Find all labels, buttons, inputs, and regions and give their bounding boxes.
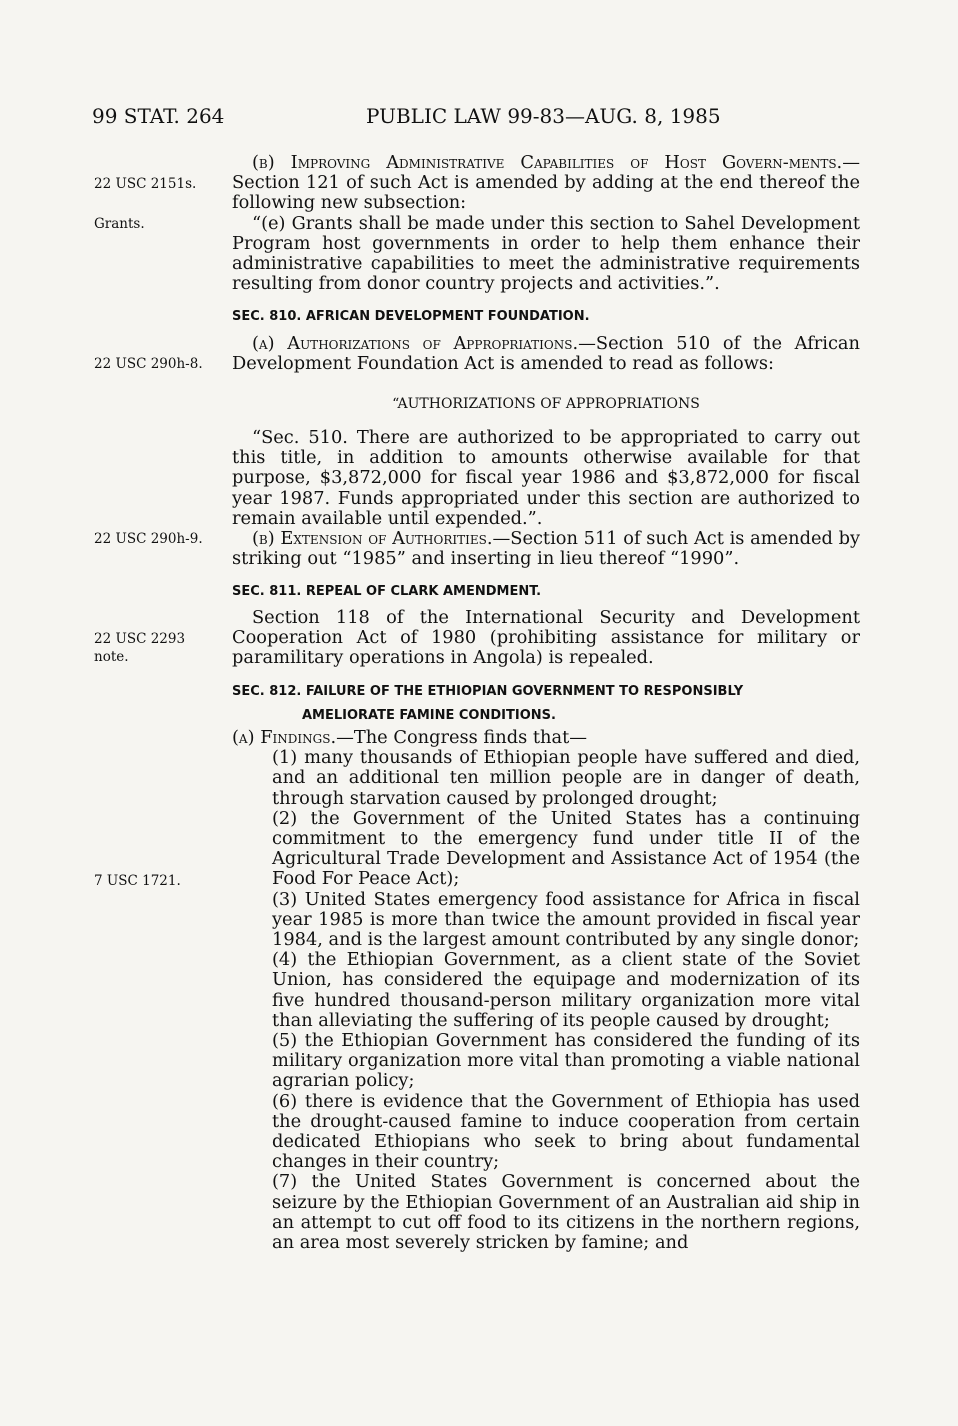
finding-5: (5) the Ethiopian Government has considered the funding of its military organization more vital than promoting a viable national agrarian policy;: [272, 1030, 860, 1092]
findings-heading: (a) Findings.: [232, 727, 337, 748]
finding-1: (1) many thousands of Ethiopian people have suffered and died, and an additional ten million people are in danger of death, through starvation caused by prolonged drought;: [272, 747, 860, 809]
statute-page-number: 99 STAT. 264: [92, 104, 225, 128]
margin-note-usc-290h-9: 22 USC 290h-9.: [94, 531, 203, 547]
finding-3: (3) United States emergency food assistance for Africa in fiscal year 1985 is more than twice the amount provided in fiscal year 1984, and is the largest amount contributed by any single donor;: [272, 888, 860, 951]
finding-2: (2) the Government of the United States has a continuing commitment to the emergency fund under title II of the Agricultural Trade Development and Assistance Act of 1954 (the Food For Peace Act);: [272, 807, 860, 890]
authorizations-heading-block: [232, 394, 860, 414]
subsection-heading: (b) Improving Administrative Capabilities of Host Govern-ments.: [252, 152, 843, 173]
section-811-text: Section 118 of the International Security and Development Cooperation Act of 1980 (prohibiting assistance for military or paramilitary operations in Angola) is repealed.: [232, 607, 860, 669]
section-810: [232, 307, 860, 327]
margin-note-usc-2151s: 22 USC 2151s.: [94, 176, 197, 192]
section-510-text-block: [232, 428, 860, 569]
margin-note-note: note.: [94, 649, 129, 665]
margin-note-usc-290h-8: 22 USC 290h-8.: [94, 356, 203, 372]
finding-6: (6) there is evidence that the Government of Ethiopia has used the drought-caused famine to induce cooperation from certain dedicated Ethiopians who seek to bring about fundamental changes in their country;: [272, 1090, 860, 1173]
section-heading-810: SEC. 810. AFRICAN DEVELOPMENT FOUNDATION.: [232, 309, 590, 324]
subsection-text: —Section 121 of such Act is amended by adding at the end thereof the following new subsection:: [232, 152, 860, 214]
margin-note-grants: Grants.: [94, 216, 145, 232]
section-811: [232, 582, 860, 602]
subsection-heading: (b) Extension of Authorities.: [252, 528, 493, 550]
findings-intro: —The Congress finds that—: [336, 727, 588, 748]
finding-4: (4) the Ethiopian Government, as a client state of the Soviet Union, has considered the equipage and modernization of its five hundred thousand-person military organization more vital than alleviating the suffering of its people caused by drought;: [272, 949, 860, 1031]
section-809b: [232, 153, 860, 294]
section-heading-811: SEC. 811. REPEAL OF CLARK AMENDMENT.: [232, 584, 542, 599]
authorizations-heading: “AUTHORIZATIONS OF APPROPRIATIONS: [392, 396, 700, 412]
public-law-header: PUBLIC LAW 99-83—AUG. 8, 1985: [366, 104, 721, 128]
subsection-text: —Section 510 of the African Development Foundation Act is amended to read as follows:: [232, 333, 860, 375]
section-heading-812-line1: SEC. 812. FAILURE OF THE ETHIOPIAN GOVERNMENT TO RESPONSIBLY: [232, 684, 744, 699]
section-811-body: [232, 608, 860, 669]
subsection-text: —Section 511 of such Act is amended by striking out “1985” and inserting in lieu thereof “1990”.: [232, 528, 860, 570]
subsection-heading: (a) Authorizations of Appropriations.: [252, 333, 579, 354]
section-heading-812-line2: AMELIORATE FAMINE CONDITIONS.: [302, 708, 556, 724]
section-812: [232, 682, 860, 726]
findings-block: [232, 728, 860, 1253]
section-810a: [232, 334, 860, 374]
margin-note-usc-1721: 7 USC 1721.: [94, 873, 181, 889]
margin-note-usc-2293: 22 USC 2293: [94, 631, 186, 647]
section-510-text: “Sec. 510. There are authorized to be appropriated to carry out this title, in addition to amounts otherwise available for that purpose, $3,872,000 for fiscal year 1986 and $3,872,000 for fiscal year 1987. Funds appropriated under this section are authorized to remain available until expended.”.: [232, 427, 860, 529]
quoted-subsection-e: “(e) Grants shall be made under this section to Sahel Development Program host governments in order to help them enhance their administrative capabilities to meet the administrative requirements resulting from donor country projects and activities.”.: [232, 212, 860, 295]
finding-7: (7) the United States Government is concerned about the seizure by the Ethiopian Government of an Australian aid ship in an attempt to cut off food to its citizens in the northern regions, an area most severely stricken by famine; and: [272, 1171, 860, 1254]
